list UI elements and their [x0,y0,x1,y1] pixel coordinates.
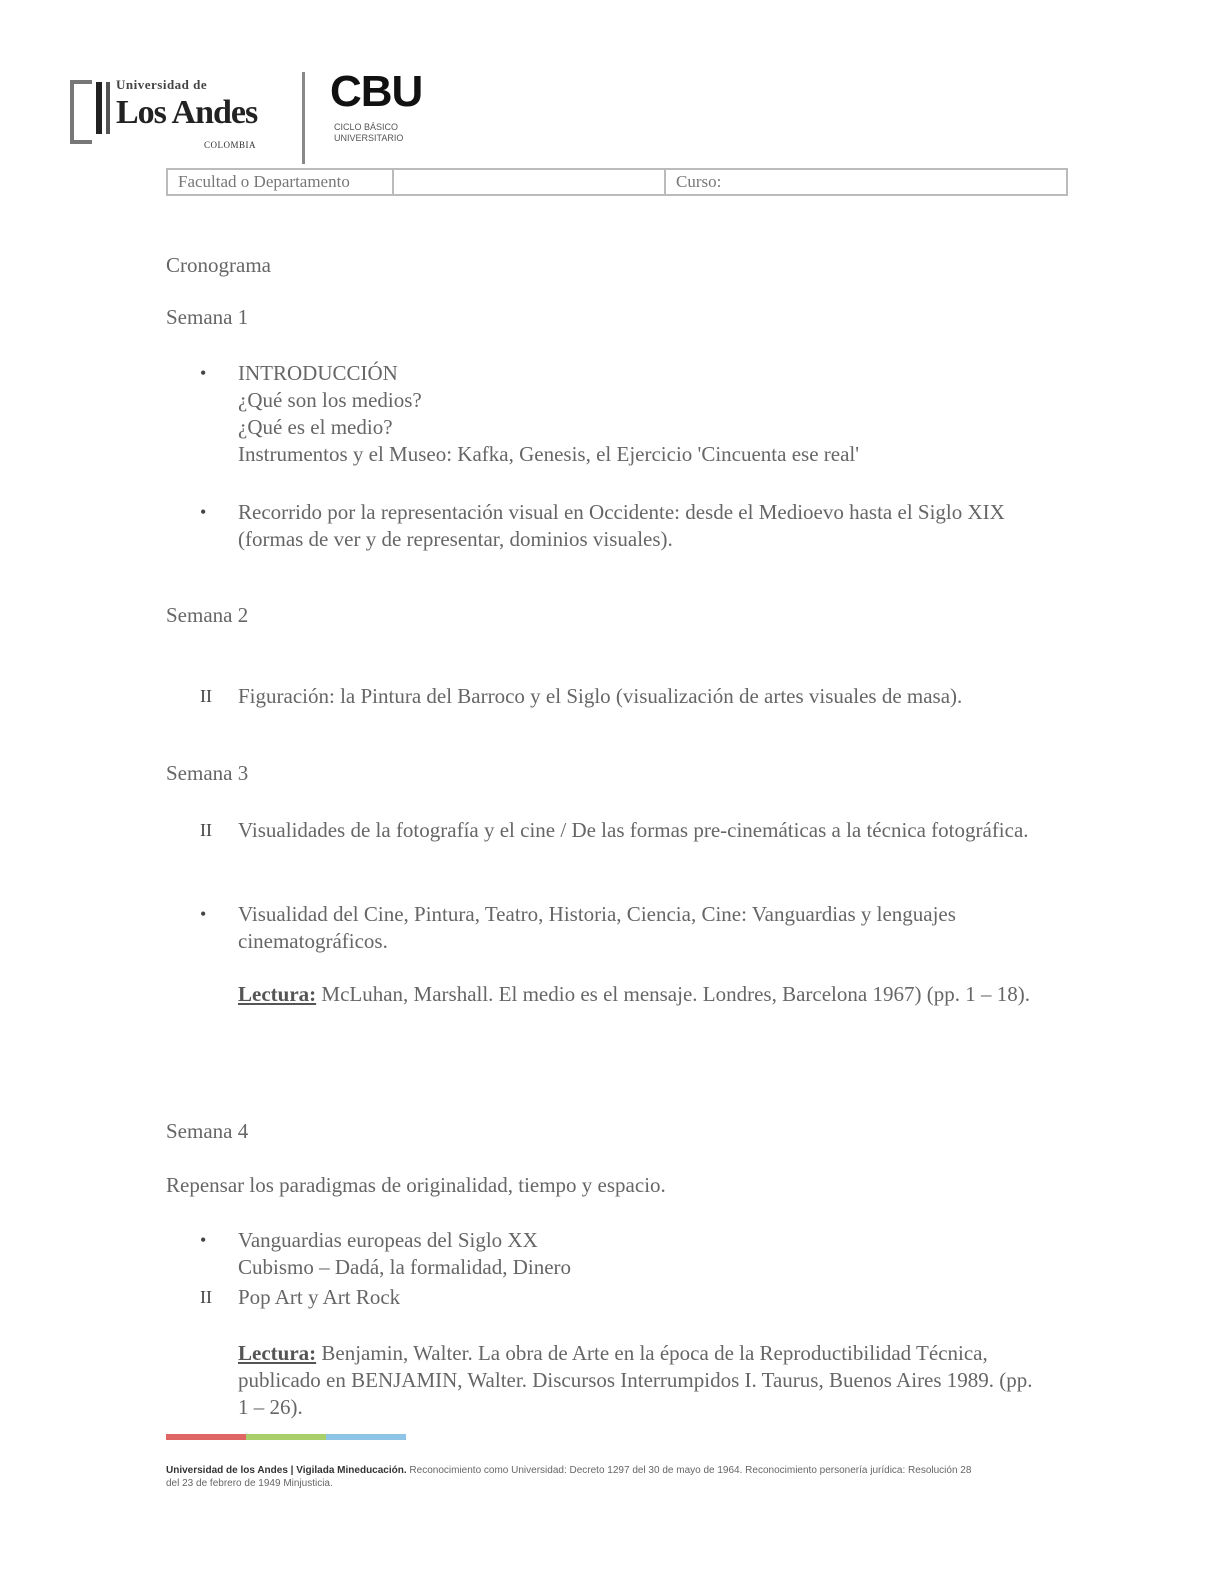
list-item-text: Visualidades de la fotografía y el cine / De las formas pre-cinemáticas a la técnica fotográfica. [238,818,1029,842]
document-title: Cronograma [166,253,271,277]
course-info-table [166,168,1068,196]
list-item-text: Figuración: la Pintura del Barroco y el Siglo (visualización de artes visuales de masa). [238,684,963,708]
list-item-line: INTRODUCCIÓN [238,361,398,385]
reading-label: Lectura: [238,1341,317,1365]
faculty-cell: Facultad o Departamento [168,170,394,194]
week-4-title: Semana 4 [166,1119,249,1143]
logo-bar [106,82,110,134]
list-item [200,683,1040,710]
reading-text: McLuhan, Marshall. El medio es el mensaje. Londres, Barcelona 1967) (pp. 1 – 18). [321,982,1030,1006]
blank-cell [394,170,666,194]
week-4-intro: Repensar los paradigmas de originalidad, tiempo y espacio. [166,1173,666,1197]
color-bar-red [166,1434,246,1440]
reading-note [238,981,1038,1008]
course-cell: Curso: [676,172,722,191]
list-item [200,901,1040,955]
cbu-sub2: UNIVERSITARIO [334,133,404,143]
reading-label: Lectura: [238,982,317,1006]
footer-text [166,1464,986,1490]
list-item-line: ¿Qué es el medio? [238,415,393,439]
bullet-marker: • [200,904,207,924]
bullet-marker: II [200,820,212,840]
bullet-marker: II [200,1287,212,1307]
bullet-marker: • [200,502,207,522]
list-item [200,817,1040,844]
logo-line1: Universidad de [116,77,208,92]
logo-bar [96,82,102,134]
week-1-title: Semana 1 [166,305,249,329]
list-item [200,1284,1040,1311]
logo-sub: COLOMBIA [204,140,257,150]
logo-bracket [70,80,92,144]
footer-color-bar [166,1434,406,1440]
bullet-marker: • [200,363,207,383]
color-bar-green [246,1434,326,1440]
footer-bold: Universidad de los Andes | Vigilada Mineducación. [166,1465,407,1476]
bullet-marker: • [200,1230,207,1250]
color-bar-blue [326,1434,406,1440]
cbu-title: CBU [330,67,423,116]
logo-line2: Los Andes [116,94,258,131]
list-item-text: Visualidad del Cine, Pintura, Teatro, Historia, Ciencia, Cine: Vanguardias y lenguajes cinematográficos. [238,902,956,953]
list-item-text: Recorrido por la representación visual en Occidente: desde el Medioevo hasta el Siglo XIX (formas de ver y de representar, dominios visuales). [238,500,1005,551]
university-logo [70,74,275,154]
list-item [200,360,1040,468]
list-item-text: Pop Art y Art Rock [238,1285,401,1309]
list-item-line: Cubismo – Dadá, la formalidad, Dinero [238,1255,572,1279]
list-item-line: ¿Qué son los medios? [238,388,422,412]
list-item-line: Vanguardias europeas del Siglo XX [238,1228,538,1252]
list-item [200,1227,1040,1281]
cbu-logo [330,67,440,160]
footer-body: Reconocimiento como Universidad: Decreto 1297 del 30 de mayo de 1964. Reconocimiento personería jurídica: Resolución 28 del 23 de febrero de 1949 Minjusticia. [166,1465,972,1489]
reading-note [238,1340,1038,1421]
week-2-title: Semana 2 [166,603,249,627]
week-3-title: Semana 3 [166,761,249,785]
logo-divider [302,72,305,164]
cbu-sub1: CICLO BÁSICO [334,122,399,132]
bullet-marker: II [200,686,212,706]
reading-text: Benjamin, Walter. La obra de Arte en la época de la Reproductibilidad Técnica, publicado en BENJAMIN, Walter. Discursos Interrumpidos I. Taurus, Buenos Aires 1989. (pp. 1 – 26). [238,1341,1033,1419]
list-item-line: Instrumentos y el Museo: Kafka, Genesis, el Ejercicio 'Cincuenta ese real' [238,442,860,466]
list-item [200,499,1040,553]
